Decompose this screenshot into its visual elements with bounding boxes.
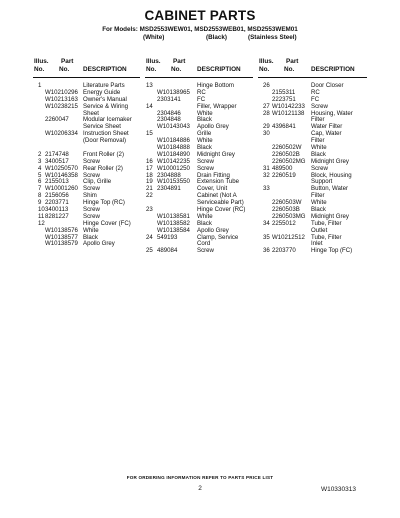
part-description: Rear Roller (2) [83, 164, 123, 172]
part-no-header: No. [284, 66, 295, 73]
illus-number: 36 [263, 247, 270, 255]
part-description: Screw [311, 164, 328, 172]
part-description: Cord [197, 240, 211, 248]
illus-number: 2 [38, 150, 42, 158]
part-description: Inlet [311, 240, 323, 248]
part-description: Screw [83, 157, 100, 165]
header-rule [258, 77, 367, 78]
part-description: Owner's Manual [83, 95, 127, 103]
illus-number: 32 [263, 171, 270, 179]
illus-number: 11 [38, 212, 45, 220]
parts-column-1 [34, 83, 140, 248]
part-description: Tube, Filter [311, 233, 342, 241]
part-number: 489084 [157, 247, 178, 255]
part-row [146, 248, 254, 255]
part-number: 2174748 [45, 150, 69, 158]
part-number: W10138579 [45, 240, 78, 248]
page-number: 2 [198, 485, 202, 492]
part-description: White [197, 137, 213, 145]
part-number: W10138581 [157, 212, 190, 220]
header-rule [145, 77, 253, 78]
part-number: 4396841 [272, 123, 296, 131]
part-description: Screw [83, 171, 100, 179]
part-description: Tube, Filter [311, 219, 342, 227]
illus-number: 21 [146, 185, 153, 193]
part-number: 2260503B [272, 206, 300, 214]
part-description: FC [197, 95, 206, 103]
part-number: 3400113 [45, 206, 69, 214]
ordering-note: FOR ORDERING INFORMATION REFER TO PARTS PRICE LIST [126, 475, 274, 480]
part-number: 2255012 [272, 219, 296, 227]
part-description: Midnight Grey [311, 212, 349, 220]
illus-number: 34 [263, 219, 270, 227]
part-header: Part [61, 58, 74, 65]
part-description: Midnight Grey [197, 150, 235, 158]
part-description: Water Filter [311, 123, 343, 131]
part-description: Modular Icemaker [83, 116, 132, 124]
part-row [34, 241, 140, 248]
part-header: Part [173, 58, 186, 65]
illus-number: 3 [38, 157, 42, 165]
part-number: W10184890 [157, 150, 190, 158]
part-description: Screw [83, 212, 100, 220]
part-number: W10250570 [45, 164, 78, 172]
part-number: W10153550 [157, 178, 190, 186]
part-number: W10001260 [45, 185, 78, 193]
part-number: 2304891 [157, 185, 181, 193]
part-number: 2155311 [272, 88, 296, 96]
model-color-white: (White) [143, 34, 165, 41]
part-no-header: No. [171, 66, 182, 73]
part-row [34, 138, 140, 145]
part-number: 2260502B [272, 150, 300, 158]
illus-number: 4 [38, 164, 42, 172]
model-numbers: For Models: MSD2553WEW01, MSD2553WEB01, MSD2553WEM01 [102, 26, 298, 33]
part-description: Cover, Unit [197, 185, 228, 193]
part-description: Screw [83, 206, 100, 214]
part-header: Part [286, 58, 299, 65]
illus-number: 29 [263, 123, 270, 131]
part-description: Clamp, Service [197, 233, 239, 241]
header-rule [33, 77, 140, 78]
part-description: Service & Wiring [83, 102, 129, 110]
model-color-stainless: (Stainless Steel) [248, 34, 297, 41]
part-number: W10213163 [45, 95, 78, 103]
part-number: W10143043 [157, 123, 190, 131]
part-number: 3400517 [45, 157, 69, 165]
illus-number: 7 [38, 185, 42, 193]
part-description: Front Roller (2) [83, 150, 124, 158]
illus-number: 14 [146, 102, 153, 110]
part-description: (Door Removal) [83, 137, 127, 145]
description-header: DESCRIPTION [83, 66, 127, 73]
illus-number: 10 [38, 206, 45, 214]
page-title: CABINET PARTS [144, 8, 256, 23]
illus-number: 27 [263, 102, 270, 110]
part-description: Black [311, 150, 326, 158]
part-description: Black [197, 116, 212, 124]
part-description: Sheet [83, 109, 99, 117]
part-number: W10138965 [157, 88, 190, 96]
part-description: Housing, Water [311, 109, 353, 117]
part-number: 489500 [272, 164, 293, 172]
part-description: Black [83, 233, 98, 241]
illus-number: 30 [263, 130, 270, 138]
description-header: DESCRIPTION [311, 66, 355, 73]
part-number: 2260503W [272, 199, 302, 207]
illus-number: 25 [146, 247, 153, 255]
part-description: Hinge Top (FC) [311, 247, 353, 255]
part-description: White [311, 144, 327, 152]
illus-number: 23 [146, 206, 153, 214]
part-description: Grille [197, 130, 212, 138]
part-number: W10146358 [45, 171, 78, 179]
part-number: W10210296 [45, 88, 78, 96]
illus-no-header: No. [146, 66, 157, 73]
part-description: Screw [197, 247, 214, 255]
part-description: RC [197, 88, 206, 96]
part-description: Instruction Sheet [83, 130, 129, 138]
illus-number: 9 [38, 199, 42, 207]
part-description: Door Closer [311, 82, 344, 89]
part-number: W10001250 [157, 164, 190, 172]
illus-number: 6 [38, 178, 42, 186]
illus-number: 26 [263, 82, 270, 89]
illus-number: 5 [38, 171, 42, 179]
part-number: 2303141 [157, 95, 181, 103]
part-number: W10238215 [45, 102, 78, 110]
part-number: 2203770 [272, 247, 296, 255]
illus-number: 15 [146, 130, 153, 138]
part-description: RC [311, 88, 320, 96]
part-description: Filter [311, 137, 325, 145]
part-description: Support [311, 178, 333, 186]
model-color-black: (Black) [206, 34, 227, 41]
part-description: Serviceable Part) [197, 199, 244, 207]
part-description: Block, Housing [311, 171, 352, 179]
part-description: Clip, Grille [83, 178, 112, 186]
illus-header: Illus. [259, 58, 274, 65]
part-description: Screw [311, 102, 328, 110]
part-number: 2304848 [157, 116, 181, 124]
part-row [259, 248, 369, 255]
part-description: Cap, Water [311, 130, 342, 138]
part-description: Cabinet (Not A [197, 192, 237, 200]
illus-number: 8 [38, 192, 42, 200]
part-description: FC [311, 95, 320, 103]
illus-number: 18 [146, 171, 153, 179]
part-number: W10184886 [157, 137, 190, 145]
part-description: Black [311, 206, 326, 214]
part-description: White [197, 109, 213, 117]
part-description: Black [197, 144, 212, 152]
illus-number: 12 [38, 219, 45, 227]
part-description: Outlet [311, 226, 328, 234]
part-description: Hinge Top (RC) [83, 199, 125, 207]
illus-number: 33 [263, 185, 270, 193]
illus-number: 35 [263, 233, 270, 241]
part-description: Shim [83, 192, 97, 200]
parts-column-2 [146, 83, 254, 255]
part-description: Screw [197, 164, 214, 172]
part-description: Hinge Cover (FC) [83, 219, 131, 227]
part-number: 549193 [157, 233, 178, 241]
part-number: W10184888 [157, 144, 190, 152]
illus-number: 28 [263, 109, 270, 117]
part-description: Black [197, 219, 212, 227]
part-number: W10142233 [272, 102, 305, 110]
part-description: Button, Water [311, 185, 349, 193]
part-description: Literature Parts [83, 82, 125, 89]
part-number: 2260502MG [272, 157, 306, 165]
illus-number: 13 [146, 82, 153, 89]
part-number: W10138577 [45, 233, 78, 241]
part-number: W10206334 [45, 130, 78, 138]
part-number: 2155013 [45, 178, 69, 186]
part-number: 2260047 [45, 116, 69, 124]
part-description: White [197, 212, 213, 220]
part-number: W10138584 [157, 226, 190, 234]
part-number: 2304888 [157, 171, 181, 179]
part-description: Screw [197, 157, 214, 165]
part-no-header: No. [59, 66, 70, 73]
illus-header: Illus. [34, 58, 49, 65]
illus-number: 31 [263, 164, 270, 172]
part-description: Energy Guide [83, 88, 121, 96]
illus-number: 19 [146, 178, 153, 186]
part-description: Hinge Bottom [197, 82, 234, 89]
part-description: Screw [83, 185, 100, 193]
part-number: 2260502W [272, 144, 302, 152]
part-description: Filter [311, 192, 325, 200]
part-description: Midnight Grey [311, 157, 349, 165]
part-description: White [83, 226, 99, 234]
part-description: Filler, Wrapper [197, 102, 237, 110]
part-number: 2260519 [272, 171, 296, 179]
part-number: 2304846 [157, 109, 181, 117]
part-number: 2156056 [45, 192, 69, 200]
part-description: Filter [311, 116, 325, 124]
illus-number: 17 [146, 164, 153, 172]
part-number: W10142235 [157, 157, 190, 165]
part-description: Extension Tube [197, 178, 240, 186]
part-number: 2203771 [45, 199, 69, 207]
part-number: 2223751 [272, 95, 296, 103]
parts-column-3 [259, 83, 369, 255]
part-description: Service Sheet [83, 123, 121, 131]
part-number: 8281227 [45, 212, 69, 220]
illus-no-header: No. [34, 66, 45, 73]
part-description: Hinge Cover (RC) [197, 206, 246, 214]
part-description: Apollo Grey [197, 123, 229, 131]
illus-number: 24 [146, 233, 153, 241]
part-description: Apollo Grey [83, 240, 115, 248]
illus-number: 16 [146, 157, 153, 165]
illus-number: 22 [146, 192, 153, 200]
illus-no-header: No. [259, 66, 270, 73]
description-header: DESCRIPTION [197, 66, 241, 73]
illus-number: 1 [38, 82, 42, 89]
part-description: Drain Fitting [197, 171, 230, 179]
part-description: White [311, 199, 327, 207]
part-number: W10138582 [157, 219, 190, 227]
part-number: W10212512 [272, 233, 305, 241]
illus-header: Illus. [146, 58, 161, 65]
part-number: W10138576 [45, 226, 78, 234]
part-number: W10121138 [272, 109, 305, 117]
part-number: 2260503MG [272, 212, 306, 220]
part-description: Apollo Grey [197, 226, 229, 234]
document-number: W10330313 [320, 486, 356, 493]
model-list [0, 26, 400, 42]
